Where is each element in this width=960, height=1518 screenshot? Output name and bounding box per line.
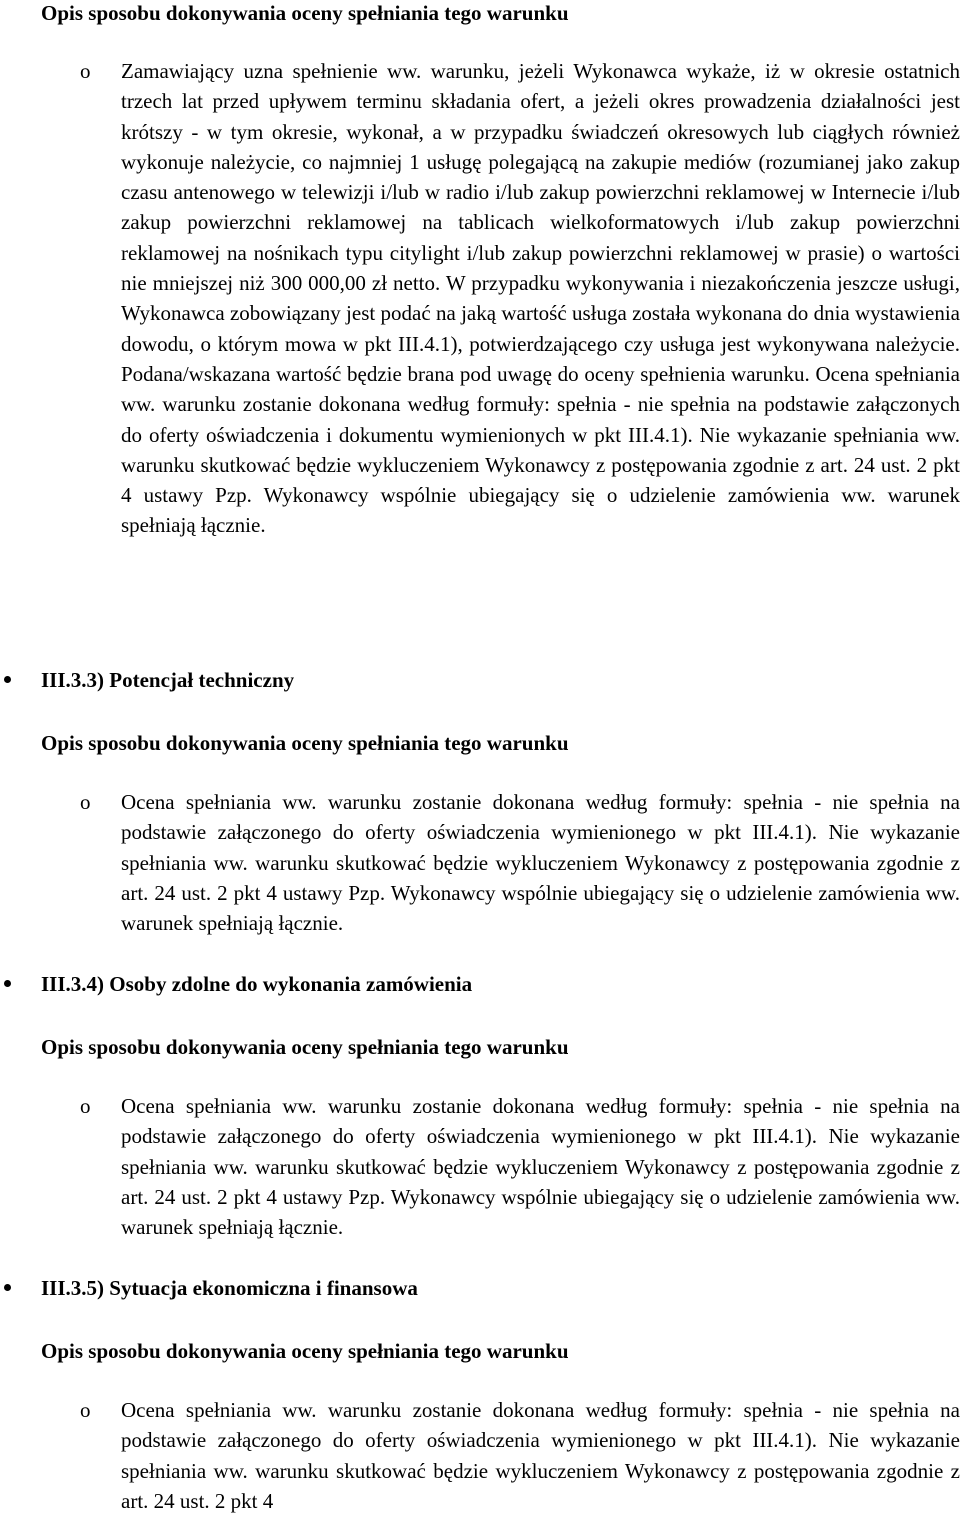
criteria-text: Ocena spełniania ww. warunku zostanie dokonana według formuły: spełnia - nie spełnia na podstawie załączonego do oferty oświadczenia wymienionego w pkt III.4.1). Nie wykazanie spełniania ww. warunku skutkować będzie wykluczeniem Wykonawcy z postępowania zgodnie z art. 24 ust. 2 pkt 4 [121,1398,960,1513]
criteria-heading: Opis sposobu dokonywania oceny spełniania tego warunku [41,731,569,755]
list-marker: o [80,1094,91,1118]
bullet-icon [4,1284,11,1291]
list-marker: o [80,59,91,83]
criteria-text: Ocena spełniania ww. warunku zostanie dokonana według formuły: spełnia - nie spełnia na podstawie załączonego do oferty oświadczenia wymienionego w pkt III.4.1). Nie wykazanie spełniania ww. warunku skutkować będzie wykluczeniem Wykonawcy z postępowania zgodnie z art. 24 ust. 2 pkt 4 ustawy Pzp. Wykonawcy wspólnie ubiegający się o udzielenie zamówienia ww. warunek spełniają łącznie. [121,1094,960,1240]
criteria-heading: Opis sposobu dokonywania oceny spełniania tego warunku [41,1339,569,1363]
list-marker: o [80,790,91,814]
criteria-heading: Opis sposobu dokonywania oceny spełniania tego warunku [41,1,569,25]
list-marker: o [80,1398,91,1422]
section-heading-economic-situation [0,1273,960,1303]
bullet-icon [4,980,11,987]
section-title: III.3.4) Osoby zdolne do wykonania zamówienia [41,972,473,996]
bullet-icon [4,676,11,683]
section-title: III.3.3) Potencjał techniczny [41,668,295,692]
criteria-heading: Opis sposobu dokonywania oceny spełniania tego warunku [41,1035,569,1059]
criteria-text: Ocena spełniania ww. warunku zostanie dokonana według formuły: spełnia - nie spełnia na podstawie załączonego do oferty oświadczenia wymienionego w pkt III.4.1). Nie wykazanie spełniania ww. warunku skutkować będzie wykluczeniem Wykonawcy z postępowania zgodnie z art. 24 ust. 2 pkt 4 ustawy Pzp. Wykonawcy wspólnie ubiegający się o udzielenie zamówienia ww. warunek spełniają łącznie. [121,790,960,936]
section-heading-technical-potential [0,665,960,695]
criteria-text: Zamawiający uzna spełnienie ww. warunku, jeżeli Wykonawca wykaże, iż w okresie ostatnich trzech lat przed upływem terminu składania ofert, a jeżeli okres prowadzenia działalności jest krótszy - w tym okresie, wykonał, a w przypadku świadczeń okresowych lub ciągłych również wykonuje należycie, co najmniej 1 usługę polegającą na zakupie mediów (rozumianej jako zakup czasu antenowego w telewizji i/lub w radio i/lub zakup powierzchni reklamowej w Internecie i/lub zakup powierzchni reklamowej na tablicach wielkoformatowych i/lub zakup powierzchni reklamowej na nośnikach typu citylight i/lub zakup powierzchni reklamowej w prasie) o wartości nie mniejszej niż 300 000,00 zł netto. W przypadku wykonywania i niezakończenia jeszcze usługi, Wykonawca zobowiązany jest podać na jaką wartość usługa została wykonana do dnia wystawienia dowodu, o którym mowa w pkt III.4.1), potwierdzającego czy usługa jest wykonywana należycie. Podana/wskazana wartość będzie brana pod uwagę do oceny spełnienia warunku. Ocena spełniania ww. warunku zostanie dokonana według formuły: spełnia - nie spełnia na podstawie załączonych do oferty oświadczenia i dokumentu wymienionych w pkt III.4.1). Nie wykazanie spełniania ww. warunku skutkować będzie wykluczeniem Wykonawcy z postępowania zgodnie z art. 24 ust. 2 pkt 4 ustawy Pzp. Wykonawcy wspólnie ubiegający się o udzielenie zamówienia ww. warunek spełniają łącznie. [121,59,960,538]
section-heading-qualified-persons [0,969,960,999]
section-title: III.3.5) Sytuacja ekonomiczna i finansowa [41,1276,418,1300]
